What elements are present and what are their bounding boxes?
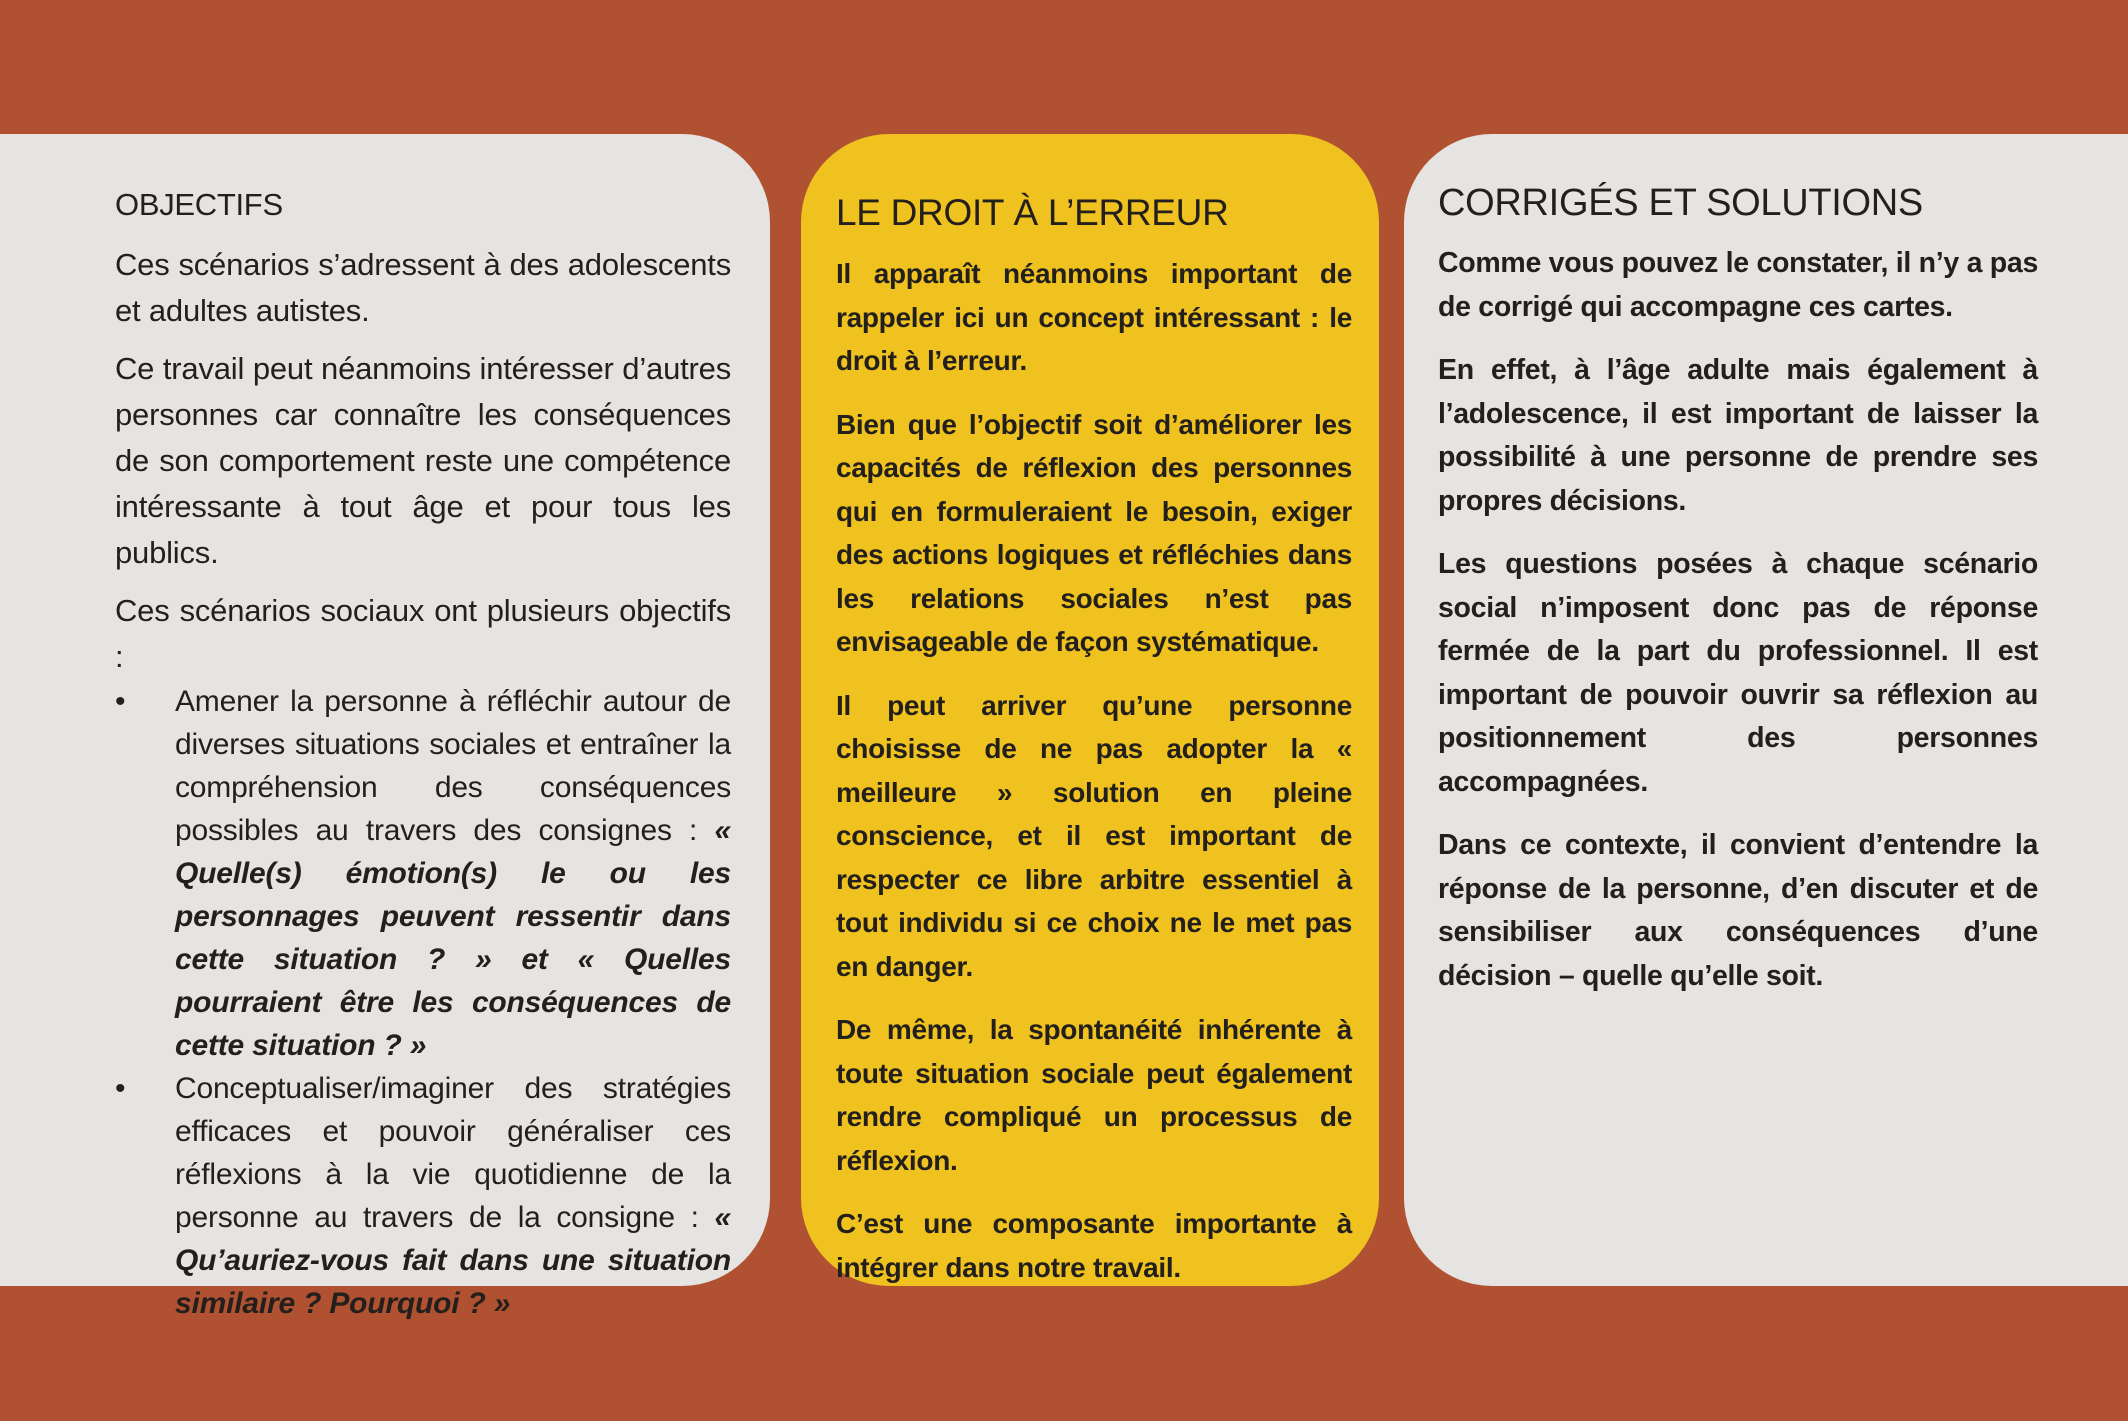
objectives-paragraph: Ce travail peut néanmoins intéresser d’autres personnes car connaître les conséquences de son comportement reste une compétence intéressante à tout âge et pour tous les publics. — [115, 351, 731, 570]
list-item-quote: « Qu’auriez-vous fait dans une situation similaire ? Pourquoi ? » — [175, 1201, 731, 1320]
right-to-error-paragraph: C’est une composante importante à intégrer dans notre travail. — [836, 1208, 1352, 1283]
solutions-panel — [1404, 134, 2128, 1286]
solutions-heading: CORRIGÉS ET SOLUTIONS — [1438, 182, 1923, 224]
right-to-error-paragraph: Bien que l’objectif soit d’améliorer les capacités de réflexion des personnes qui en formuleraient le besoin, exiger des actions logiques et réfléchies dans les relations sociales n’est pas envisageable de façon systématique. — [836, 408, 1352, 657]
right-to-error-panel — [801, 134, 1379, 1286]
bullet-icon: • — [115, 1072, 126, 1105]
solutions-paragraph: Comme vous pouvez le constater, il n’y a pas de corrigé qui accompagne ces cartes. — [1438, 247, 2038, 323]
objectives-panel — [0, 134, 770, 1320]
right-to-error-paragraph: Il apparaît néanmoins important de rappeler ici un concept intéressant : le droit à l’erreur. — [836, 258, 1352, 376]
list-item-text: Amener la personne à réfléchir autour de diverses situations sociales et entraîner la compréhension des conséquences possibles au travers des consignes : — [175, 685, 731, 847]
bullet-icon: • — [115, 685, 126, 718]
objectives-paragraph: Ces scénarios s’adressent à des adolescents et adultes autistes. — [115, 247, 731, 328]
solutions-paragraph: Les questions posées à chaque scénario social n’imposent donc pas de réponse fermée de la part du professionnel. Il est important de pouvoir ouvrir sa réflexion au positionnement des personnes accompagnées. — [1438, 548, 2038, 798]
objectives-list — [115, 680, 731, 1325]
list-item-text: Conceptualiser/imaginer des stratégies efficaces et pouvoir généraliser ces réflexions à la vie quotidienne de la personne au travers de la consigne : — [175, 1072, 731, 1234]
objectives-intro: Ces scénarios sociaux ont plusieurs objectifs : — [115, 593, 731, 674]
objectives-list-item — [115, 680, 731, 1067]
solutions-paragraph: En effet, à l’âge adulte mais également à l’adolescence, il est important de laisser la possibilité à une personne de prendre ses propres décisions. — [1438, 354, 2038, 517]
objectives-heading: OBJECTIFS — [115, 187, 283, 222]
right-to-error-paragraph: De même, la spontanéité inhérente à toute situation sociale peut également rendre compliqué un processus de réflexion. — [836, 1014, 1352, 1176]
objectives-list-item — [115, 1067, 731, 1325]
right-to-error-heading: LE DROIT À L’ERREUR — [836, 192, 1229, 233]
list-item-quote: « Quelle(s) émotion(s) le ou les personnages peuvent ressentir dans cette situation ? » et « Quelles pourraient être les conséquences de cette situation ? » — [175, 814, 731, 1062]
right-to-error-paragraph: Il peut arriver qu’une personne choisisse de ne pas adopter la « meilleure » solution en pleine conscience, et il est important de respecter ce libre arbitre essentiel à tout individu si ce choix ne le met pas en danger. — [836, 689, 1352, 982]
solutions-paragraph: Dans ce contexte, il convient d’entendre la réponse de la personne, d’en discuter et de sensibiliser aux conséquences d’une décision – quelle qu’elle soit. — [1438, 829, 2038, 992]
